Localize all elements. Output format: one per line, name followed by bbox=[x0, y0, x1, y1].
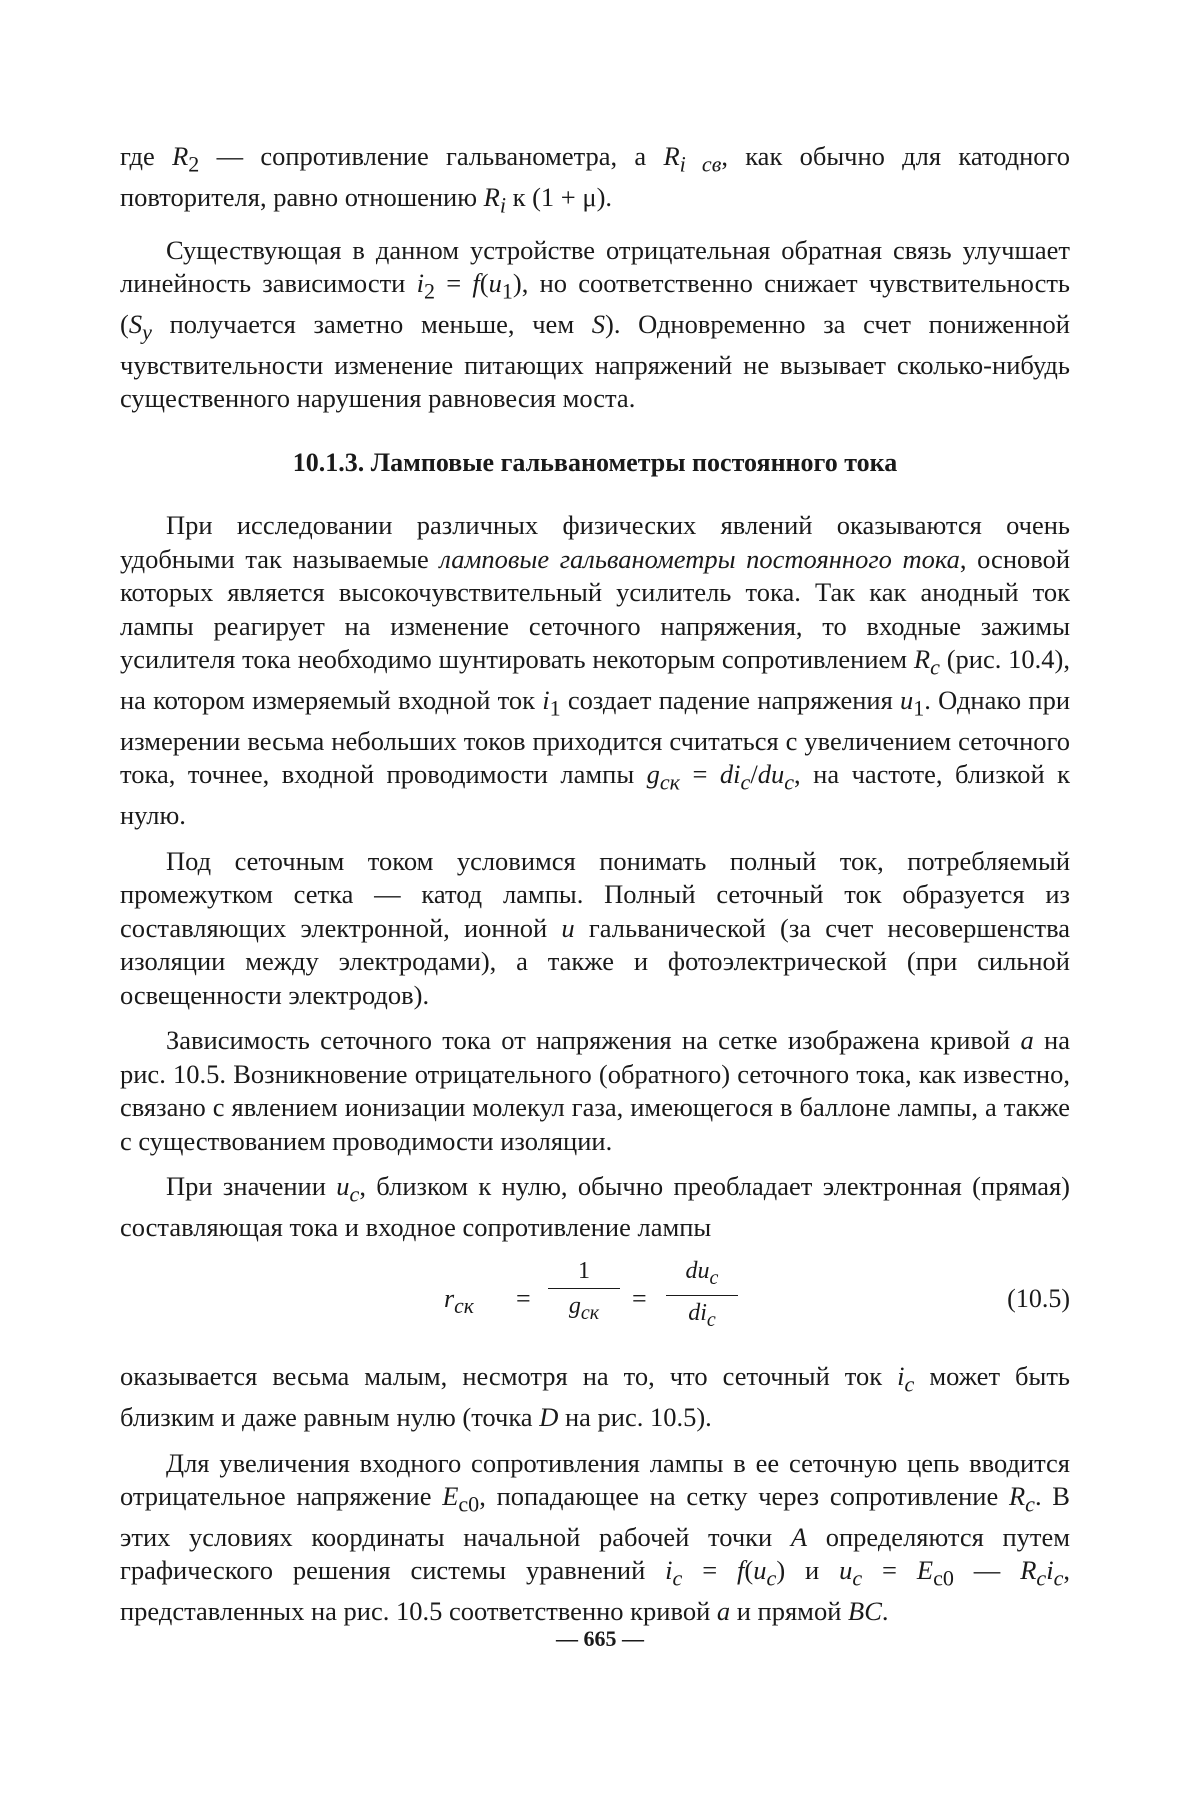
fraction-1-denominator: gск bbox=[548, 1291, 620, 1328]
fraction-1-numerator: 1 bbox=[548, 1256, 620, 1286]
fraction-bar bbox=[666, 1295, 738, 1296]
page-number: — 665 — bbox=[0, 1626, 1200, 1652]
section-heading: 10.1.3. Ламповые гальванометры постоянного тока bbox=[120, 446, 1070, 480]
paragraph-1: где R2 — сопротивление гальванометра, а Ri св, как обычно для катодного повторителя, равно отношению Ri к (1 + μ). bbox=[120, 140, 1070, 222]
paragraph-6: При значении uc, близком к нулю, обычно преобладает электронная (прямая) составляющая тока и входное сопротивление лампы bbox=[120, 1170, 1070, 1244]
book-page bbox=[0, 0, 1200, 1800]
fraction-2-numerator: duc bbox=[666, 1256, 738, 1293]
paragraph-7: оказывается весьма малым, несмотря на то, что сеточный ток ic может быть близким и даже равным нулю (точка D на рис. 10.5). bbox=[120, 1360, 1070, 1434]
equation-number: (10.5) bbox=[1007, 1282, 1070, 1316]
fraction-bar bbox=[548, 1288, 620, 1289]
paragraph-5: Зависимость сеточного тока от напряжения на сетке изображена кривой а на рис. 10.5. Возникновение отрицательного (обратного) сеточного тока, как известно, связано с явлением ионизации молекул газа, имеющегося в баллоне лампы, а также с существованием проводимости изоляции. bbox=[120, 1024, 1070, 1158]
equals-sign: = bbox=[632, 1282, 647, 1316]
equation-10-5 bbox=[120, 1256, 1070, 1352]
page-body bbox=[120, 140, 1070, 1641]
equation-lhs: rск bbox=[444, 1282, 474, 1324]
paragraph-4: Под сеточным током условимся понимать полный ток, потребляемый промежутком сетка — катод лампы. Полный сеточный ток образуется из составляющих электронной, ионной и гальванической (за счет несовершенства изоляции между электродами), а также и фотоэлектрической (при сильной освещенности электродов). bbox=[120, 845, 1070, 1013]
paragraph-8: Для увеличения входного сопротивления лампы в ее сеточную цепь вводится отрицательное напряжение Ec0, попадающее на сетку через сопротивление Rc. В этих условиях координаты начальной рабочей точки A определяются путем графического решения системы уравнений ic = f(uc) и uc = Ec0 — Rcic, представленных на рис. 10.5 соответственно кривой а и прямой BC. bbox=[120, 1447, 1070, 1629]
paragraph-2: Существующая в данном устройстве отрицательная обратная связь улучшает линейность зависимости i2 = f(u1), но соответственно снижает чувствительность (Sy получается заметно меньше, чем S). Одновременно за счет пониженной чувствительности изменение питающих напряжений не вызывает сколько-нибудь существенного нарушения равновесия моста. bbox=[120, 234, 1070, 416]
fraction-1 bbox=[548, 1256, 620, 1328]
equals-sign: = bbox=[516, 1282, 531, 1316]
paragraph-3: При исследовании различных физических явлений оказываются очень удобными так называемые ламповые гальванометры постоянного тока, основой которых является высокочувствительный усилитель тока. Так как анодный ток лампы реагирует на изменение сеточного напряжения, то входные зажимы усилителя тока необходимо шунтировать некоторым сопротивлением Rc (рис. 10.4), на котором измеряемый входной ток i1 создает падение напряжения u1. Однако при измерении весьма небольших токов приходится считаться с увеличением сеточного тока, точнее, входной проводимости лампы gск = dic/duc, на частоте, близкой к нулю. bbox=[120, 509, 1070, 832]
fraction-2 bbox=[666, 1256, 738, 1335]
fraction-2-denominator: dic bbox=[666, 1298, 738, 1335]
